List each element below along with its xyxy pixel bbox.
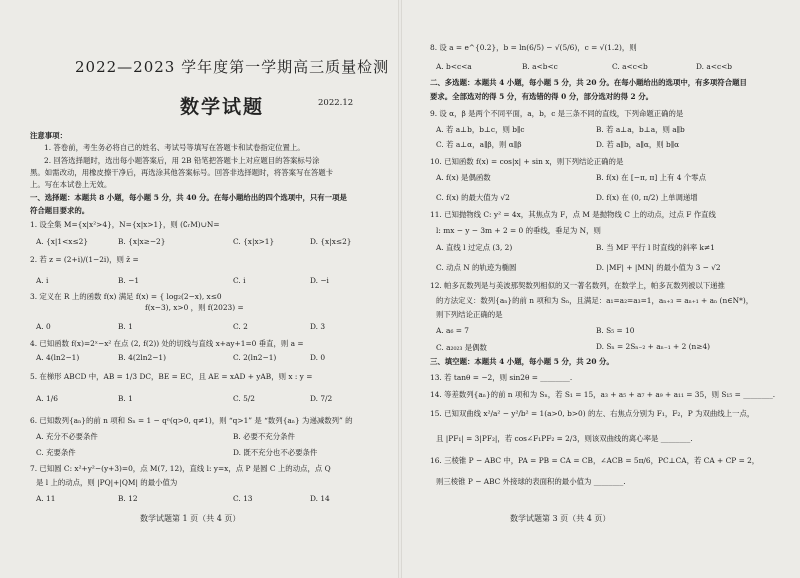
option: C. 2(ln2−1) xyxy=(233,353,277,362)
page-footer: 数学试题第 3 页（共 4 页） xyxy=(510,514,611,523)
question-8: 8. 设 a = e^{0.2}，b = ln(6/5) − √(5/6)，c = √(1.2)，则 xyxy=(430,43,637,52)
option: A. 直线 l 过定点 (3, 2) xyxy=(436,243,513,252)
option: D. 既不充分也不必要条件 xyxy=(233,448,318,457)
section-heading: 符合题目要求的。 xyxy=(30,206,90,215)
exam-title: 2022—2023 学年度第一学期高三质量检测 xyxy=(75,58,390,76)
option: A. 1/6 xyxy=(36,394,58,403)
question-9: 9. 设 α，β 是两个不同平面，a，b，c 是三条不同的直线，下列命题正确的是 xyxy=(430,109,684,118)
option: C. a₂₀₂₃ 是偶数 xyxy=(436,343,487,352)
question-5: 5. 在梯形 ABCD 中，AB = 1/3 DC，BE = EC，且 AE = xAD + yAB，则 x : y = xyxy=(30,372,313,381)
option: D. 7/2 xyxy=(310,394,333,403)
question-3: 3. 定义在 R 上的函数 f(x) 满足 f(x) = { log₂(2−x), x≤0 xyxy=(30,292,222,301)
option: D. −i xyxy=(310,276,329,285)
option: C. 动点 N 的轨迹为椭圆 xyxy=(436,263,517,272)
question-10: 10. 已知函数 f(x) = cos|x| + sin x，则下列结论正确的是 xyxy=(430,157,624,166)
option: B. 当 MF 平行 l 时直线的斜率 k≠1 xyxy=(596,243,715,252)
question-4: 4. 已知函数 f(x)=2ˣ−x² 在点 (2, f(2)) 处的切线与直线 x+ay+1=0 垂直，则 a = xyxy=(30,339,304,348)
option: D. |MF| + |MN| 的最小值为 3 − √2 xyxy=(596,263,721,272)
option: B. {x|x≥−2} xyxy=(118,237,166,246)
option: A. 充分不必要条件 xyxy=(36,432,98,441)
question-15: 15. 已知双曲线 x²/a² − y²/b² = 1(a>0, b>0) 的左、右焦点分别为 F₁，F₂，P 为双曲线上一点， xyxy=(430,409,755,418)
option: A. i xyxy=(36,276,49,285)
option: D. 若 a∥b，a∥α，则 b∥α xyxy=(596,140,680,149)
option: B. 必要不充分条件 xyxy=(233,432,295,441)
option: A. f(x) 是偶函数 xyxy=(436,173,491,182)
option: C. {x|x>1} xyxy=(233,237,275,246)
option: C. 5/2 xyxy=(233,394,255,403)
question-11-cont: l: mx − y − 3m + 2 = 0 的垂线，垂足为 N，则 xyxy=(436,226,601,235)
question-2: 2. 若 z = (2+i)/(1−2i)，则 z̄ = xyxy=(30,255,139,264)
option: C. f(x) 的最大值为 √2 xyxy=(436,193,510,202)
option: B. 若 a⊥a，b⊥a，则 a∥b xyxy=(596,125,685,134)
option: B. f(x) 在 [−π, π] 上有 4 个零点 xyxy=(596,173,706,182)
option: D. 14 xyxy=(310,494,330,503)
question-6: 6. 已知数列{aₙ}的前 n 项和 Sₙ = 1 − qⁿ(q>0, q≠1)，则 “q>1” 是 “数列{aₙ} 为递减数列” 的 xyxy=(30,416,353,425)
option: C. 13 xyxy=(233,494,253,503)
notice-line: 2. 回答选择题时，选出每小题答案后，用 2B 铅笔把答题卡上对应题目的答案标号涂 xyxy=(44,156,320,165)
page-footer: 数学试题第 1 页（共 4 页） xyxy=(140,514,241,523)
option: B. 12 xyxy=(118,494,138,503)
option: A. 4(ln2−1) xyxy=(36,353,80,362)
question-1: 1. 设全集 M={x|x²>4}，N={x|x>1}，则 (∁ᵣM)∪N= xyxy=(30,220,220,229)
notice-heading: 注意事项： xyxy=(30,131,67,140)
option: A. 11 xyxy=(36,494,56,503)
question-12-cont: 的方法定义：数列{aₙ}的前 n 项和为 Sₙ，且满足：a₁=a₂=a₃=1，aₙ₊₃ = aₙ₊₁ + aₙ (n∈N*)， xyxy=(436,296,754,305)
option: A. 若 a⊥b，b⊥c，则 b∥c xyxy=(436,125,525,134)
question-7: 7. 已知圆 C: x²+y²−(y+3)=0，点 M(7, 12)，直线 l: y=x，点 P 是圆 C 上的动点，点 Q xyxy=(30,464,331,473)
section-heading: 二、多选题：本题共 4 小题，每小题 5 分，共 20 分。在每小题给出的选项中，有多项符合题目 xyxy=(430,78,747,87)
option: C. a<c<b xyxy=(612,62,648,71)
option: B. S₅ = 10 xyxy=(596,326,635,335)
option: B. a<b<c xyxy=(522,62,558,71)
question-12: 12. 帕多瓦数列是与美波那契数列相似的又一著名数列，在数学上，帕多瓦数列被以下递推 xyxy=(430,281,725,290)
option: A. a₆ = 7 xyxy=(436,326,469,335)
option: D. Sₙ = 2Sₙ₋₂ + aₙ₋₁ + 2 (n≥4) xyxy=(596,342,711,351)
section-heading: 一、选择题：本题共 8 小题，每小题 5 分，共 40 分。在每小题给出的四个选项中，只有一项是 xyxy=(30,193,347,202)
question-14: 14. 等差数列{aₙ}的前 n 项和为 Sₙ，若 S₁ = 15，a₃ + a₅ + a₇ + a₉ + a₁₁ = 35，则 S₁₅ = ________. xyxy=(430,390,776,399)
option: C. 充要条件 xyxy=(36,448,76,457)
option: D. {x|x≤2} xyxy=(310,237,352,246)
option: A. 0 xyxy=(36,322,51,331)
option: D. f(x) 在 (0, π/2) 上单调递增 xyxy=(596,193,698,202)
question-7-cont: 是 l 上的动点，则 |PQ|+|QM| 的最小值为 xyxy=(36,478,178,487)
right-page xyxy=(400,0,800,578)
option: D. 0 xyxy=(310,353,326,362)
option: C. 若 a⊥α，a∥β，则 α∥β xyxy=(436,140,522,149)
option: A. {x|1<x≤2} xyxy=(36,237,89,246)
option: B. −1 xyxy=(118,276,140,285)
option: A. b<c<a xyxy=(436,62,472,71)
section-heading: 三、填空题：本题共 4 小题，每小题 5 分，共 20 分。 xyxy=(430,357,614,366)
section-heading: 要求。全部选对的得 5 分，有选错的得 0 分，部分选对的得 2 分。 xyxy=(430,92,654,101)
notice-line: 1. 答卷前，考生务必将自己的姓名、考试号等填写在答题卡和试卷指定位置上。 xyxy=(44,143,305,152)
option: D. a<c<b xyxy=(696,62,733,71)
option: B. 1 xyxy=(118,322,133,331)
option: C. i xyxy=(233,276,246,285)
question-16: 16. 三棱锥 P − ABC 中，PA = PB = CA = CB，∠ACB = 5π/6，PC⊥CA，若 CA + CP = 2， xyxy=(430,456,760,465)
notice-line: 上。写在本试卷上无效。 xyxy=(30,180,112,189)
question-16-cont: 则三棱锥 P − ABC 外接球的表面积的最小值为 ________. xyxy=(436,477,626,486)
question-15-cont: 且 |PF₁| = 3|PF₂|，若 cos∠F₁PF₂ = 2/3，则该双曲线的离心率是 ________. xyxy=(436,434,693,443)
question-12-cont: 则下列结论正确的是 xyxy=(436,310,503,319)
question-11: 11. 已知抛物线 C: y² = 4x，其焦点为 F，点 M 是抛物线 C 上的动点，过点 F 作直线 xyxy=(430,210,716,219)
option: B. 4(2ln2−1) xyxy=(118,353,167,362)
option: B. 1 xyxy=(118,394,133,403)
option: C. 2 xyxy=(233,322,248,331)
exam-date: 2022.12 xyxy=(318,98,354,108)
option: D. 3 xyxy=(310,322,326,331)
subject-title: 数学试题 xyxy=(180,96,265,118)
question-3-cont: f(x−3), x>0 ，则 f(2023) = xyxy=(145,303,244,312)
question-13: 13. 若 tanθ = −2，则 sin2θ = ________. xyxy=(430,373,573,382)
notice-line: 黑。如需改动，用橡皮擦干净后，再选涂其他答案标号。回答非选择题时，将答案写在答题卡 xyxy=(30,168,334,177)
